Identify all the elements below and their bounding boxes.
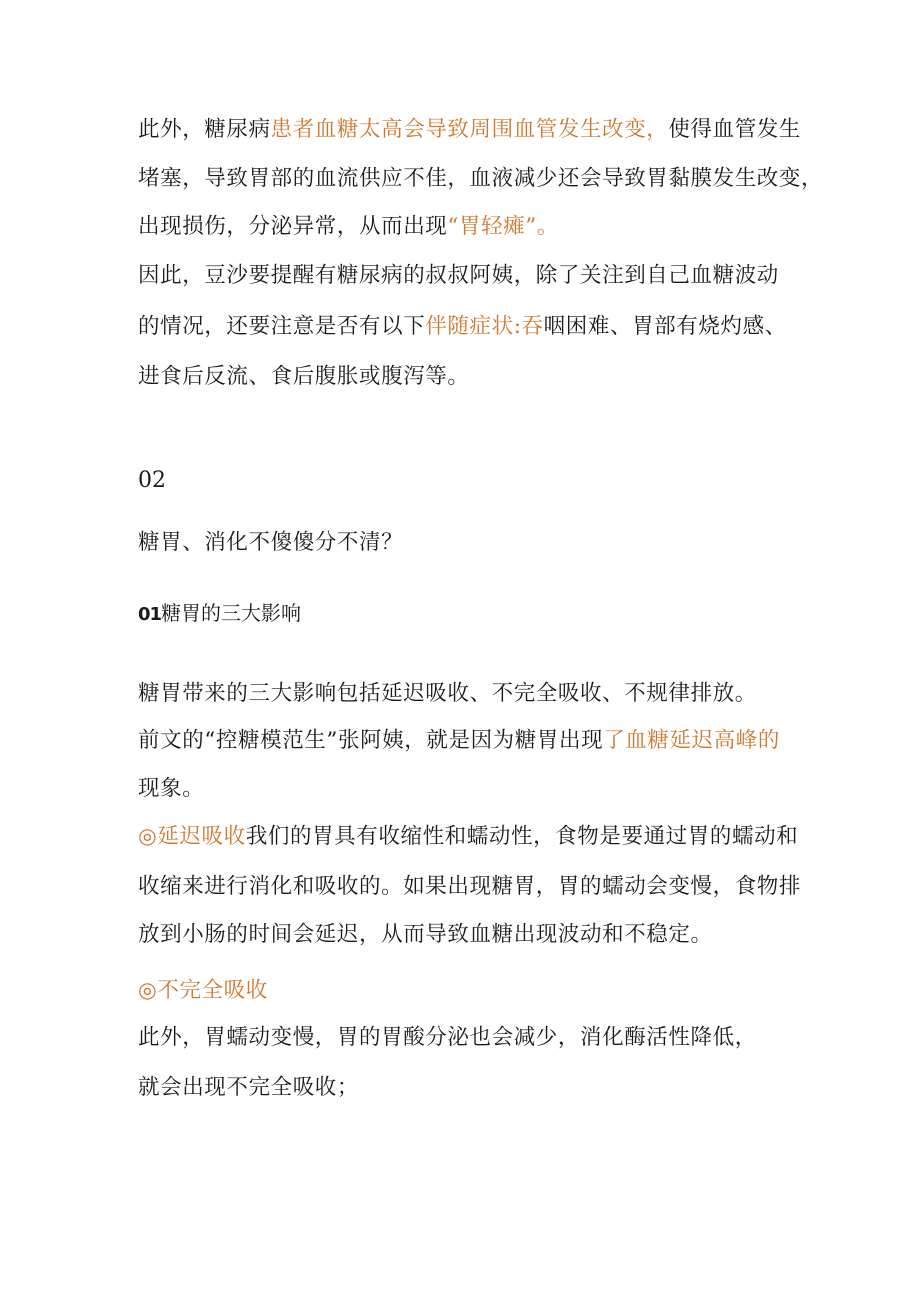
text-run: 的情况，还要注意是否有以下 — [138, 314, 426, 339]
paragraph-1-line-1 — [138, 115, 801, 145]
subheading — [138, 598, 301, 630]
paragraph-2-line-2 — [138, 312, 787, 342]
text-run: 我们的胃具有收缩性和蠕动性，食物是要通过胃的蠕动和 — [245, 824, 799, 849]
section-number: 02 — [138, 468, 166, 493]
highlight-text: 患者血糖太高会导致周围血管发生改变， — [270, 117, 669, 142]
paragraph-4-line-1 — [138, 822, 798, 852]
paragraph-2-line-1: 因此，豆沙要提醒有糖尿病的叔叔阿姨，除了关注到自己血糖波动 — [138, 263, 779, 288]
highlight-text: 了血糖延迟高峰的 — [603, 728, 780, 753]
paragraph-5-line-1: 此外，胃蠕动变慢，胃的胃酸分泌也会减少，消化酶活性降低， — [138, 1025, 757, 1050]
highlight-text: “胃轻瘫”。 — [447, 214, 559, 239]
text-run: 使得血管发生 — [668, 117, 802, 142]
paragraph-3-line-3: 现象。 — [138, 776, 205, 801]
paragraph-4-line-3: 放到小肠的时间会延迟，从而导致血糖出现波动和不稳定。 — [138, 922, 713, 947]
paragraph-3-line-1: 糖胃带来的三大影响包括延迟吸收、不完全吸收、不规律排放。 — [138, 681, 757, 706]
highlight-text: 伴随症状:吞 — [425, 314, 544, 339]
highlight-heading: ◎延迟吸收 — [138, 824, 246, 849]
subheading-number: 01 — [138, 604, 162, 625]
paragraph-3-line-2 — [138, 726, 780, 756]
paragraph-1-line-3 — [138, 212, 559, 242]
paragraph-4-line-2: 收缩来进行消化和吸收的。如果出现糖胃，胃的蠕动会变慢，食物排 — [138, 874, 802, 899]
text-run: 此外，糖尿病 — [138, 117, 271, 142]
paragraph-2-line-3: 进食后反流、食后腹胀或腹泻等。 — [138, 364, 470, 389]
section-title: 糖胃、消化不傻傻分不清？ — [138, 530, 404, 555]
subheading-text: 糖胃的三大影响 — [161, 601, 302, 625]
paragraph-1-line-2: 堵塞，导致胃部的血流供应不佳，血液减少还会导致胃黏膜发生改变， — [138, 166, 824, 191]
text-run: 咽困难、胃部有烧灼感、 — [543, 314, 787, 339]
paragraph-5-heading: ◎不完全吸收 — [138, 978, 268, 1003]
text-run: 前文的“控糖模范生”张阿姨，就是因为糖胃出现 — [138, 728, 604, 753]
text-run: 出现损伤，分泌异常，从而出现 — [138, 214, 448, 239]
paragraph-5-line-2: 就会出现不完全吸收； — [138, 1075, 360, 1100]
